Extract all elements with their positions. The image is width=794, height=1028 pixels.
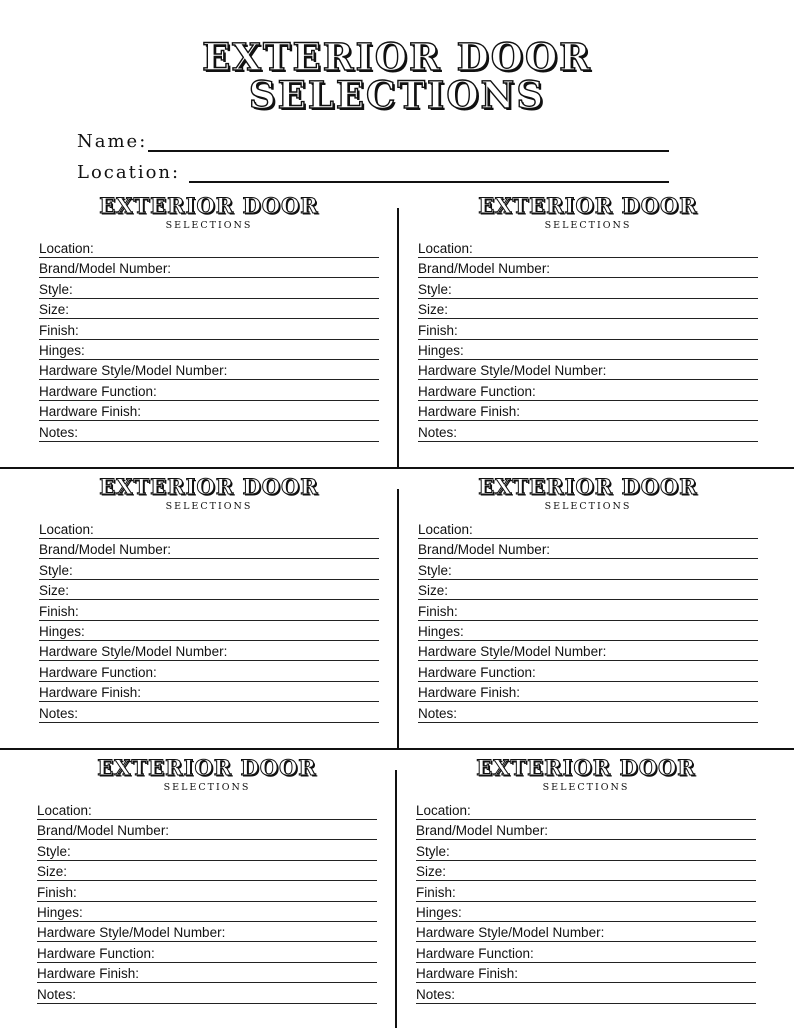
column-divider-3: [395, 770, 397, 1028]
field-label: Brand/Model Number:: [37, 823, 172, 838]
field-label: Size:: [418, 302, 451, 317]
form-row: [418, 603, 758, 621]
field-label: Hinges:: [418, 343, 467, 358]
field-label: Brand/Model Number:: [416, 823, 551, 838]
card-title: EXTERIOR DOOR: [478, 474, 698, 499]
card-subtitle: SELECTIONS: [544, 220, 632, 231]
field-label: Style:: [418, 563, 455, 578]
location-input-line[interactable]: [189, 181, 669, 183]
page-title-line-2: SELECTIONS: [248, 73, 546, 117]
field-input-line[interactable]: [39, 681, 379, 682]
field-input-line[interactable]: [416, 941, 756, 942]
form-row: [416, 924, 756, 942]
form-row: [416, 884, 756, 902]
form-row: [418, 541, 758, 559]
field-label: Notes:: [416, 987, 458, 1002]
field-label: Brand/Model Number:: [418, 542, 553, 557]
field-input-line[interactable]: [39, 420, 379, 421]
field-input-line[interactable]: [418, 420, 758, 421]
field-label: Hardware Finish:: [416, 966, 521, 981]
field-label: Notes:: [37, 987, 79, 1002]
form-row: [418, 562, 758, 580]
field-label: Hardware Finish:: [418, 685, 523, 700]
form-row: [416, 822, 756, 840]
field-label: Hardware Function:: [37, 946, 158, 961]
field-label: Location:: [37, 803, 95, 818]
form-row: [39, 322, 379, 340]
field-input-line[interactable]: [39, 640, 379, 641]
field-input-line[interactable]: [418, 359, 758, 360]
form-row: [39, 562, 379, 580]
field-input-line[interactable]: [37, 921, 377, 922]
card-subtitle: SELECTIONS: [163, 782, 251, 793]
field-label: Hardware Function:: [39, 384, 160, 399]
card-title: EXTERIOR DOOR: [99, 193, 319, 218]
field-label: Hardware Style/Model Number:: [39, 644, 230, 659]
field-input-line[interactable]: [418, 599, 758, 600]
field-label: Location:: [39, 522, 97, 537]
field-input-line[interactable]: [418, 298, 758, 299]
field-label: Location:: [418, 241, 476, 256]
card-subtitle: SELECTIONS: [165, 501, 253, 512]
field-input-line[interactable]: [418, 379, 758, 380]
field-input-line[interactable]: [39, 298, 379, 299]
card-title: EXTERIOR DOOR: [97, 755, 317, 780]
field-label: Brand/Model Number:: [39, 542, 174, 557]
name-field: [77, 128, 669, 152]
field-input-line[interactable]: [39, 400, 379, 401]
location-label: Location:: [77, 162, 181, 183]
field-input-line[interactable]: [418, 640, 758, 641]
field-label: Size:: [39, 583, 72, 598]
form-row: [416, 863, 756, 881]
form-row: [39, 541, 379, 559]
card-title: EXTERIOR DOOR: [476, 755, 696, 780]
field-input-line[interactable]: [418, 722, 758, 723]
form-row: [39, 664, 379, 682]
form-row: [418, 643, 758, 661]
form-row: [39, 705, 379, 723]
field-label: Style:: [39, 563, 76, 578]
field-input-line[interactable]: [39, 599, 379, 600]
field-label: Hardware Style/Model Number:: [37, 925, 228, 940]
form-row: [39, 403, 379, 421]
field-input-line[interactable]: [39, 620, 379, 621]
form-row: [418, 684, 758, 702]
field-label: Style:: [39, 282, 76, 297]
field-label: Style:: [37, 844, 74, 859]
form-row: [416, 986, 756, 1004]
page-title: [0, 35, 794, 117]
field-input-line[interactable]: [37, 982, 377, 983]
field-input-line[interactable]: [418, 339, 758, 340]
field-input-line[interactable]: [416, 819, 756, 820]
form-row: [39, 342, 379, 360]
field-input-line[interactable]: [39, 579, 379, 580]
form-row: [418, 521, 758, 539]
field-label: Finish:: [418, 604, 461, 619]
field-label: Hardware Style/Model Number:: [416, 925, 607, 940]
door-card: [418, 194, 758, 446]
form-row: [416, 843, 756, 861]
field-label: Hinges:: [39, 343, 88, 358]
field-label: Hinges:: [37, 905, 86, 920]
form-row: [37, 986, 377, 1004]
card-subtitle: SELECTIONS: [544, 501, 632, 512]
field-input-line[interactable]: [39, 538, 379, 539]
row-divider-2: [0, 748, 794, 750]
field-input-line[interactable]: [39, 660, 379, 661]
field-input-line[interactable]: [37, 860, 377, 861]
field-label: Finish:: [418, 323, 461, 338]
form-row: [418, 260, 758, 278]
field-input-line[interactable]: [37, 962, 377, 963]
form-row: [416, 904, 756, 922]
field-input-line[interactable]: [39, 359, 379, 360]
field-label: Hardware Finish:: [39, 685, 144, 700]
door-card: [37, 756, 377, 1008]
field-input-line[interactable]: [39, 257, 379, 258]
form-row: [418, 342, 758, 360]
field-input-line[interactable]: [418, 538, 758, 539]
form-row: [39, 260, 379, 278]
form-row: [39, 424, 379, 442]
field-input-line[interactable]: [37, 1003, 377, 1004]
field-input-line[interactable]: [37, 839, 377, 840]
field-label: Style:: [416, 844, 453, 859]
field-input-line[interactable]: [39, 277, 379, 278]
field-label: Brand/Model Number:: [418, 261, 553, 276]
form-row: [37, 822, 377, 840]
form-row: [39, 281, 379, 299]
field-input-line[interactable]: [418, 701, 758, 702]
field-input-line[interactable]: [39, 722, 379, 723]
field-input-line[interactable]: [416, 860, 756, 861]
field-input-line[interactable]: [418, 400, 758, 401]
form-row: [37, 884, 377, 902]
field-input-line[interactable]: [39, 558, 379, 559]
field-label: Notes:: [418, 425, 460, 440]
form-row: [418, 582, 758, 600]
form-row: [416, 802, 756, 820]
column-divider-2: [397, 489, 399, 748]
form-row: [418, 623, 758, 641]
form-row: [39, 240, 379, 258]
field-input-line[interactable]: [418, 660, 758, 661]
field-input-line[interactable]: [39, 318, 379, 319]
field-label: Brand/Model Number:: [39, 261, 174, 276]
field-input-line[interactable]: [39, 339, 379, 340]
form-row: [418, 705, 758, 723]
form-row: [37, 863, 377, 881]
field-label: Size:: [37, 864, 70, 879]
field-input-line[interactable]: [416, 1003, 756, 1004]
field-input-line[interactable]: [418, 441, 758, 442]
field-label: Hardware Finish:: [39, 404, 144, 419]
location-field: [77, 159, 669, 183]
field-label: Location:: [39, 241, 97, 256]
form-row: [37, 802, 377, 820]
field-input-line[interactable]: [37, 819, 377, 820]
field-label: Notes:: [39, 425, 81, 440]
name-input-line[interactable]: [148, 150, 669, 152]
form-row: [39, 521, 379, 539]
field-input-line[interactable]: [418, 681, 758, 682]
card-title: EXTERIOR DOOR: [99, 474, 319, 499]
door-card: [418, 475, 758, 727]
form-row: [416, 965, 756, 983]
field-label: Notes:: [418, 706, 460, 721]
name-label: Name:: [77, 131, 148, 152]
field-label: Hinges:: [416, 905, 465, 920]
form-row: [37, 924, 377, 942]
field-label: Hardware Function:: [418, 665, 539, 680]
field-label: Hardware Finish:: [37, 966, 142, 981]
form-row: [39, 383, 379, 401]
field-label: Location:: [418, 522, 476, 537]
field-label: Hinges:: [39, 624, 88, 639]
field-label: Hinges:: [418, 624, 467, 639]
field-input-line[interactable]: [416, 962, 756, 963]
form-row: [39, 684, 379, 702]
field-label: Hardware Function:: [418, 384, 539, 399]
field-label: Size:: [39, 302, 72, 317]
form-row: [39, 362, 379, 380]
door-card: [39, 194, 379, 446]
form-row: [418, 301, 758, 319]
field-input-line[interactable]: [39, 701, 379, 702]
form-row: [39, 301, 379, 319]
field-input-line[interactable]: [37, 901, 377, 902]
form-row: [418, 281, 758, 299]
card-subtitle: SELECTIONS: [165, 220, 253, 231]
field-input-line[interactable]: [39, 441, 379, 442]
field-input-line[interactable]: [416, 921, 756, 922]
field-input-line[interactable]: [416, 901, 756, 902]
form-row: [37, 945, 377, 963]
field-label: Finish:: [37, 885, 80, 900]
form-row: [416, 945, 756, 963]
field-label: Size:: [418, 583, 451, 598]
field-input-line[interactable]: [418, 558, 758, 559]
field-label: Hardware Function:: [416, 946, 537, 961]
row-divider-1: [0, 467, 794, 469]
field-input-line[interactable]: [37, 941, 377, 942]
field-label: Location:: [416, 803, 474, 818]
field-label: Notes:: [39, 706, 81, 721]
field-label: Hardware Style/Model Number:: [39, 363, 230, 378]
door-card: [416, 756, 756, 1008]
field-input-line[interactable]: [418, 620, 758, 621]
field-input-line[interactable]: [418, 318, 758, 319]
field-input-line[interactable]: [418, 579, 758, 580]
page-title-line-1: EXTERIOR DOOR: [202, 35, 592, 79]
form-row: [418, 383, 758, 401]
form-row: [418, 240, 758, 258]
field-input-line[interactable]: [37, 880, 377, 881]
form-row: [418, 424, 758, 442]
field-label: Size:: [416, 864, 449, 879]
field-label: Hardware Finish:: [418, 404, 523, 419]
form-row: [39, 623, 379, 641]
field-label: Finish:: [416, 885, 459, 900]
form-row: [418, 664, 758, 682]
column-divider-1: [397, 208, 399, 467]
field-input-line[interactable]: [418, 277, 758, 278]
form-row: [37, 904, 377, 922]
field-input-line[interactable]: [416, 839, 756, 840]
door-card: [39, 475, 379, 727]
field-label: Style:: [418, 282, 455, 297]
form-row: [37, 843, 377, 861]
card-title: EXTERIOR DOOR: [478, 193, 698, 218]
form-row: [418, 403, 758, 421]
form-row: [39, 643, 379, 661]
form-row: [418, 322, 758, 340]
field-label: Finish:: [39, 323, 82, 338]
field-input-line[interactable]: [39, 379, 379, 380]
form-row: [39, 582, 379, 600]
field-label: Finish:: [39, 604, 82, 619]
field-label: Hardware Style/Model Number:: [418, 363, 609, 378]
field-input-line[interactable]: [418, 257, 758, 258]
field-input-line[interactable]: [416, 880, 756, 881]
field-label: Hardware Style/Model Number:: [418, 644, 609, 659]
field-input-line[interactable]: [416, 982, 756, 983]
form-row: [37, 965, 377, 983]
form-row: [39, 603, 379, 621]
form-row: [418, 362, 758, 380]
card-subtitle: SELECTIONS: [542, 782, 630, 793]
field-label: Hardware Function:: [39, 665, 160, 680]
